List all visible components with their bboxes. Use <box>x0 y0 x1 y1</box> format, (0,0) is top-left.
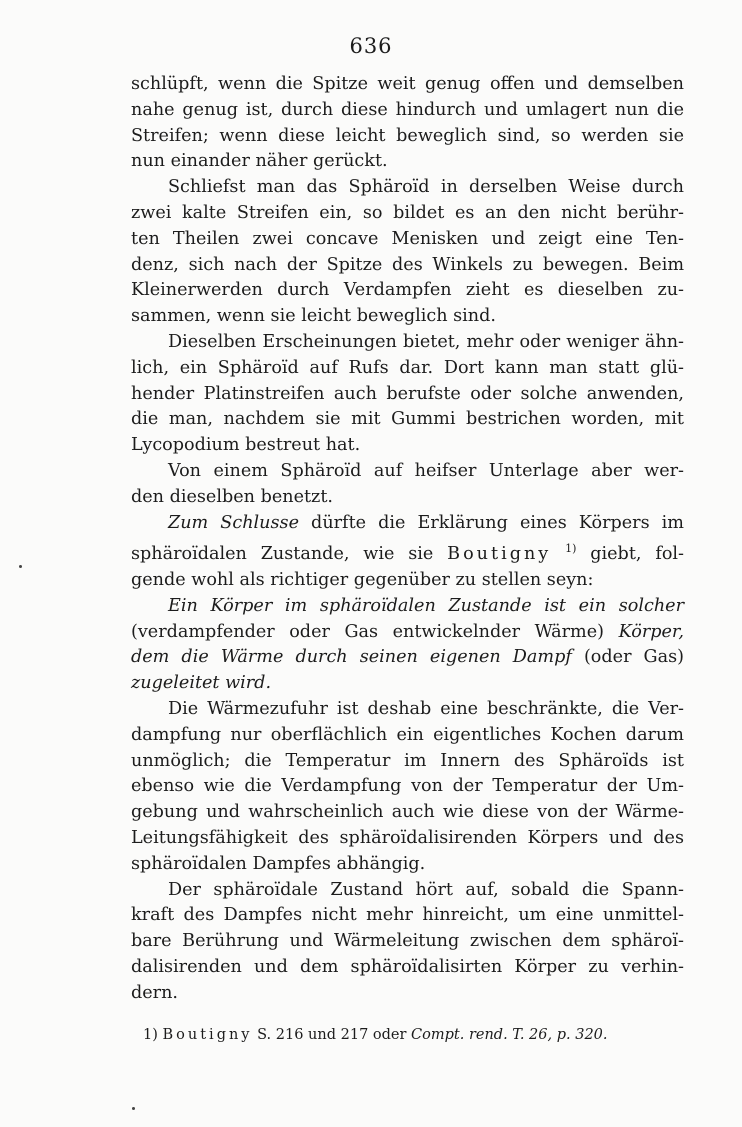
footnote-pages: S. 216 und 217 oder <box>257 1027 407 1043</box>
paragraph <box>131 175 684 330</box>
text-line: nun einander näher gerückt. <box>131 151 388 172</box>
text-line: dampfung nur oberflächlich ein eigentliches Kochen darum <box>131 724 684 745</box>
paragraph <box>131 459 684 511</box>
text-line: Leitungsfähigkeit des sphäroïdalisirenden Körpers und des <box>131 827 684 848</box>
footnote-author: Boutigny <box>162 1027 253 1043</box>
text-line: dern. <box>131 982 179 1003</box>
text-line: (verdampfender oder Gas entwickelnder Wärme) Körper, <box>131 621 684 642</box>
text-line: zugeleitet wird. <box>131 673 272 694</box>
footnote <box>143 1027 683 1043</box>
footnote-ref: 1) <box>565 542 577 556</box>
author-name: Boutigny <box>447 544 552 565</box>
text-line: Dieselben Erscheinungen bietet, mehr oder weniger ähn- <box>168 331 684 352</box>
text-line: ten Theilen zwei concave Menisken und zeigt eine Ten- <box>131 228 684 249</box>
text-line: bare Berührung und Wärmeleitung zwischen dem sphäroï- <box>131 931 684 952</box>
text-line: gebung und wahrscheinlich auch wie diese von der Wärme- <box>131 802 684 823</box>
text-line: Von einem Sphäroïd auf heifser Unterlage aber wer- <box>168 460 684 481</box>
text-line: dalisirenden und dem sphäroïdalisirten Körper zu verhin- <box>131 956 684 977</box>
text-line: nahe genug ist, durch diese hindurch und umlagert nun die <box>131 99 684 120</box>
text-line: Lycopodium bestreut hat. <box>131 435 361 456</box>
text-line: den dieselben benetzt. <box>131 486 333 507</box>
text-line: schlüpft, wenn die Spitze weit genug offen und demselben <box>131 74 684 94</box>
text-line: kraft des Dampfes nicht mehr hinreicht, um eine unmittel- <box>131 905 684 926</box>
paragraph <box>131 330 684 459</box>
text-line: hender Platinstreifen auch berufste oder solche anwenden, <box>131 383 684 404</box>
text-line: Zum Schlusse dürfte die Erklärung eines Körpers im <box>168 512 684 533</box>
page-number: 636 <box>349 34 393 58</box>
paragraph <box>131 697 684 878</box>
scan-speck <box>132 1107 135 1110</box>
text-line: dem die Wärme durch seinen eigenen Dampf (oder Gas) <box>131 647 684 668</box>
text-line: sphäroïdalen Dampfes abhängig. <box>131 853 426 874</box>
text-line: denz, sich nach der Spitze des Winkels zu bewegen. Beim <box>131 254 684 275</box>
paragraph <box>131 72 684 175</box>
text-line: sphäroïdalen Zustande, wie sie Boutigny $^{1)}$ giebt, fol- <box>131 542 684 565</box>
text-line: ebenso wie die Verdampfung von der Temperatur der Um- <box>131 776 684 797</box>
text-line: Der sphäroïdale Zustand hört auf, sobald die Spann- <box>168 879 684 900</box>
text-line: Streifen; wenn diese leicht beweglich sind, so werden sie <box>131 125 684 146</box>
paragraph <box>131 878 684 1007</box>
paragraph-definition <box>131 594 684 697</box>
footnote-marker: 1) <box>143 1027 158 1043</box>
body-text <box>131 72 684 1007</box>
text-line: Ein Körper im sphäroïdalen Zustande ist ein solcher <box>168 595 684 616</box>
text-line: Kleinerwerden durch Verdampfen zieht es dieselben zu- <box>131 280 684 301</box>
text-line: Die Wärmezufuhr ist deshab eine beschränkte, die Ver- <box>168 698 684 719</box>
scan-speck <box>19 565 22 568</box>
text-line: Schliefst man das Sphäroïd in derselben Weise durch <box>168 177 684 198</box>
italic-lead: Zum Schlusse <box>168 512 299 533</box>
paragraph-conclusion <box>131 511 684 594</box>
text-line: zwei kalte Streifen ein, so bildet es an den nicht berühr- <box>131 202 684 223</box>
text-line: die man, nachdem sie mit Gummi bestrichen worden, mit <box>131 409 684 430</box>
footnote-journal: Compt. rend. T. 26, p. 320. <box>411 1027 608 1043</box>
text-line: gende wohl als richtiger gegenüber zu stellen seyn: <box>131 570 594 590</box>
text-line: lich, ein Sphäroïd auf Rufs dar. Dort kann man statt glü- <box>131 357 684 378</box>
text-line: sammen, wenn sie leicht beweglich sind. <box>131 306 496 327</box>
text-line: unmöglich; die Temperatur im Innern des Sphäroïds ist <box>131 750 684 771</box>
